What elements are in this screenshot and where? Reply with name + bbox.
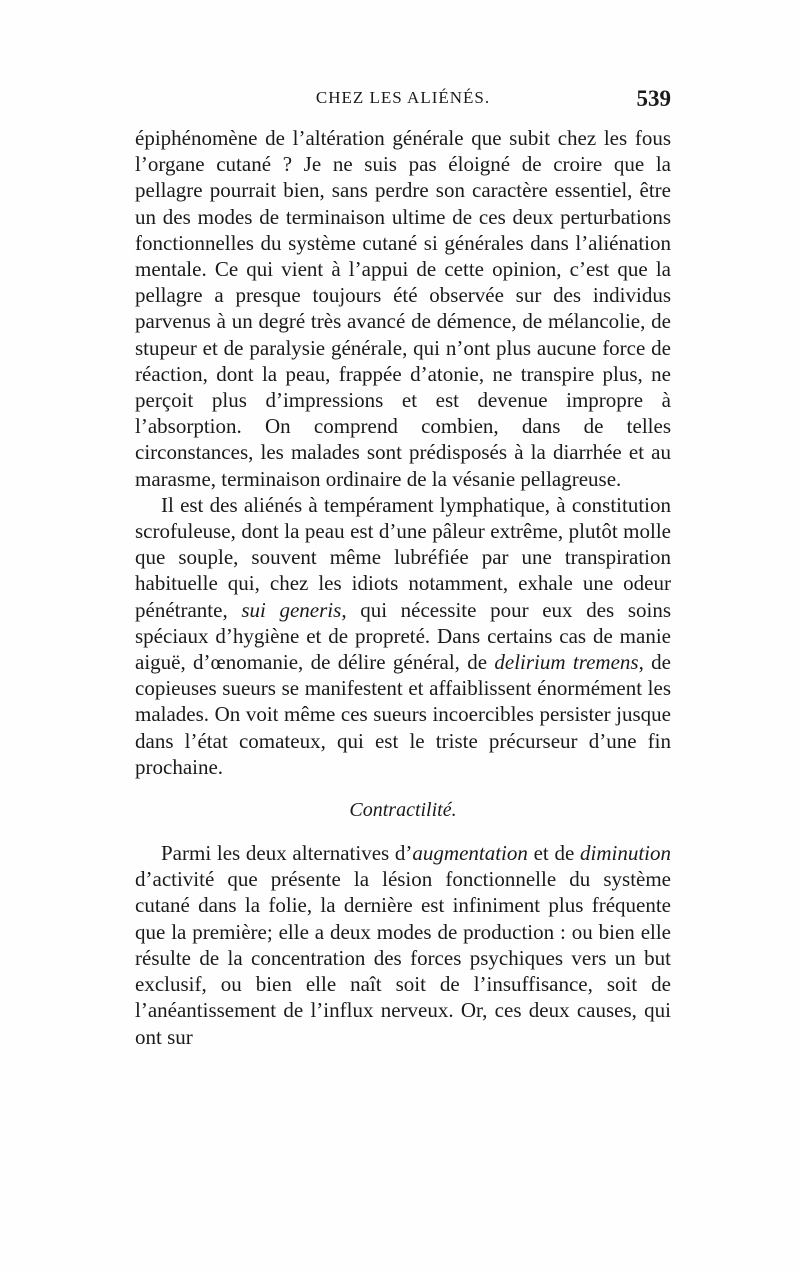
paragraph-2-text-b: , qui nécessite pour eux des soins spéciaux d’hygiène et de propreté. Dans certains cas de manie aiguë, d’œnomanie, de délire général, de <box>135 597 672 675</box>
section-title: Contractilité. <box>349 799 457 822</box>
paragraph-3-text-c: d’activité que présente la lésion fonctionnelle du système cutané dans la folie, la dernière est infiniment plus fréquente que la première; elle a deux modes de production : ou bien elle résulte de la concentration des forces psychiques vers un but exclusif, ou bien elle naît soit de l’insuffisance, soit de l’anéantissement de l’influx nerveux. Or, ces deux causes, qui ont sur <box>135 867 671 1049</box>
page-header <box>135 88 671 122</box>
running-head: CHEZ LES ALIÉNÉS. <box>315 88 491 107</box>
italic-delirium-tremens: delirium tremens <box>494 650 639 675</box>
italic-sui-generis: sui generis <box>241 597 342 622</box>
paragraph-3-text-a: Parmi les deux alternatives d’ <box>161 841 413 866</box>
paragraph-2-text-a: Il est des aliénés à tempérament lymphatique, à constitution scrofuleuse, dont la peau est d’une pâleur extrême, plutôt molle que souple, souvent même lubréfiée par une transpiration habituelle qui, chez les idiots notamment, exhale une odeur pénétrante, <box>135 492 671 622</box>
italic-augmentation: augmentation <box>412 841 528 866</box>
paragraph-2-text-c: , de copieuses sueurs se manifestent et affaiblissent énormément les malades. On voit même ces sueurs incoercibles persister jusque dans l’état comateux, qui est le triste précurseur d’une fin prochaine. <box>135 650 671 779</box>
paragraph-3-text-b: et de <box>527 841 580 866</box>
italic-diminution: diminution <box>580 841 672 866</box>
page-number: 539 <box>636 86 671 111</box>
body-text <box>135 125 671 1050</box>
paragraph-1: épiphénomène de l’altération générale que subit chez les fous l’organe cutané ? Je ne suis pas éloigné de croire que la pellagre pourrait bien, sans perdre son caractère essentiel, être un des modes de terminaison ultime de ces deux perturbations fonctionnelles du système cutané si générales dans l’aliénation mentale. Ce qui vient à l’appui de cette opinion, c’est que la pellagre a presque toujours été observée sur des individus parvenus à un degré très avancé de démence, de mélancolie, de stupeur et de paralysie générale, qui n’ont plus aucune force de réaction, dont la peau, frappée d’atonie, ne transpire plus, ne perçoit plus d’impressions et est devenue impropre à l’absorption. On comprend combien, dans de telles circonstances, les malades sont prédisposés à la diarrhée et au marasme, terminaison ordinaire de la vésanie pellagreuse. <box>135 126 671 491</box>
paragraph-2 <box>135 492 671 780</box>
paragraph-3 <box>135 840 671 1050</box>
